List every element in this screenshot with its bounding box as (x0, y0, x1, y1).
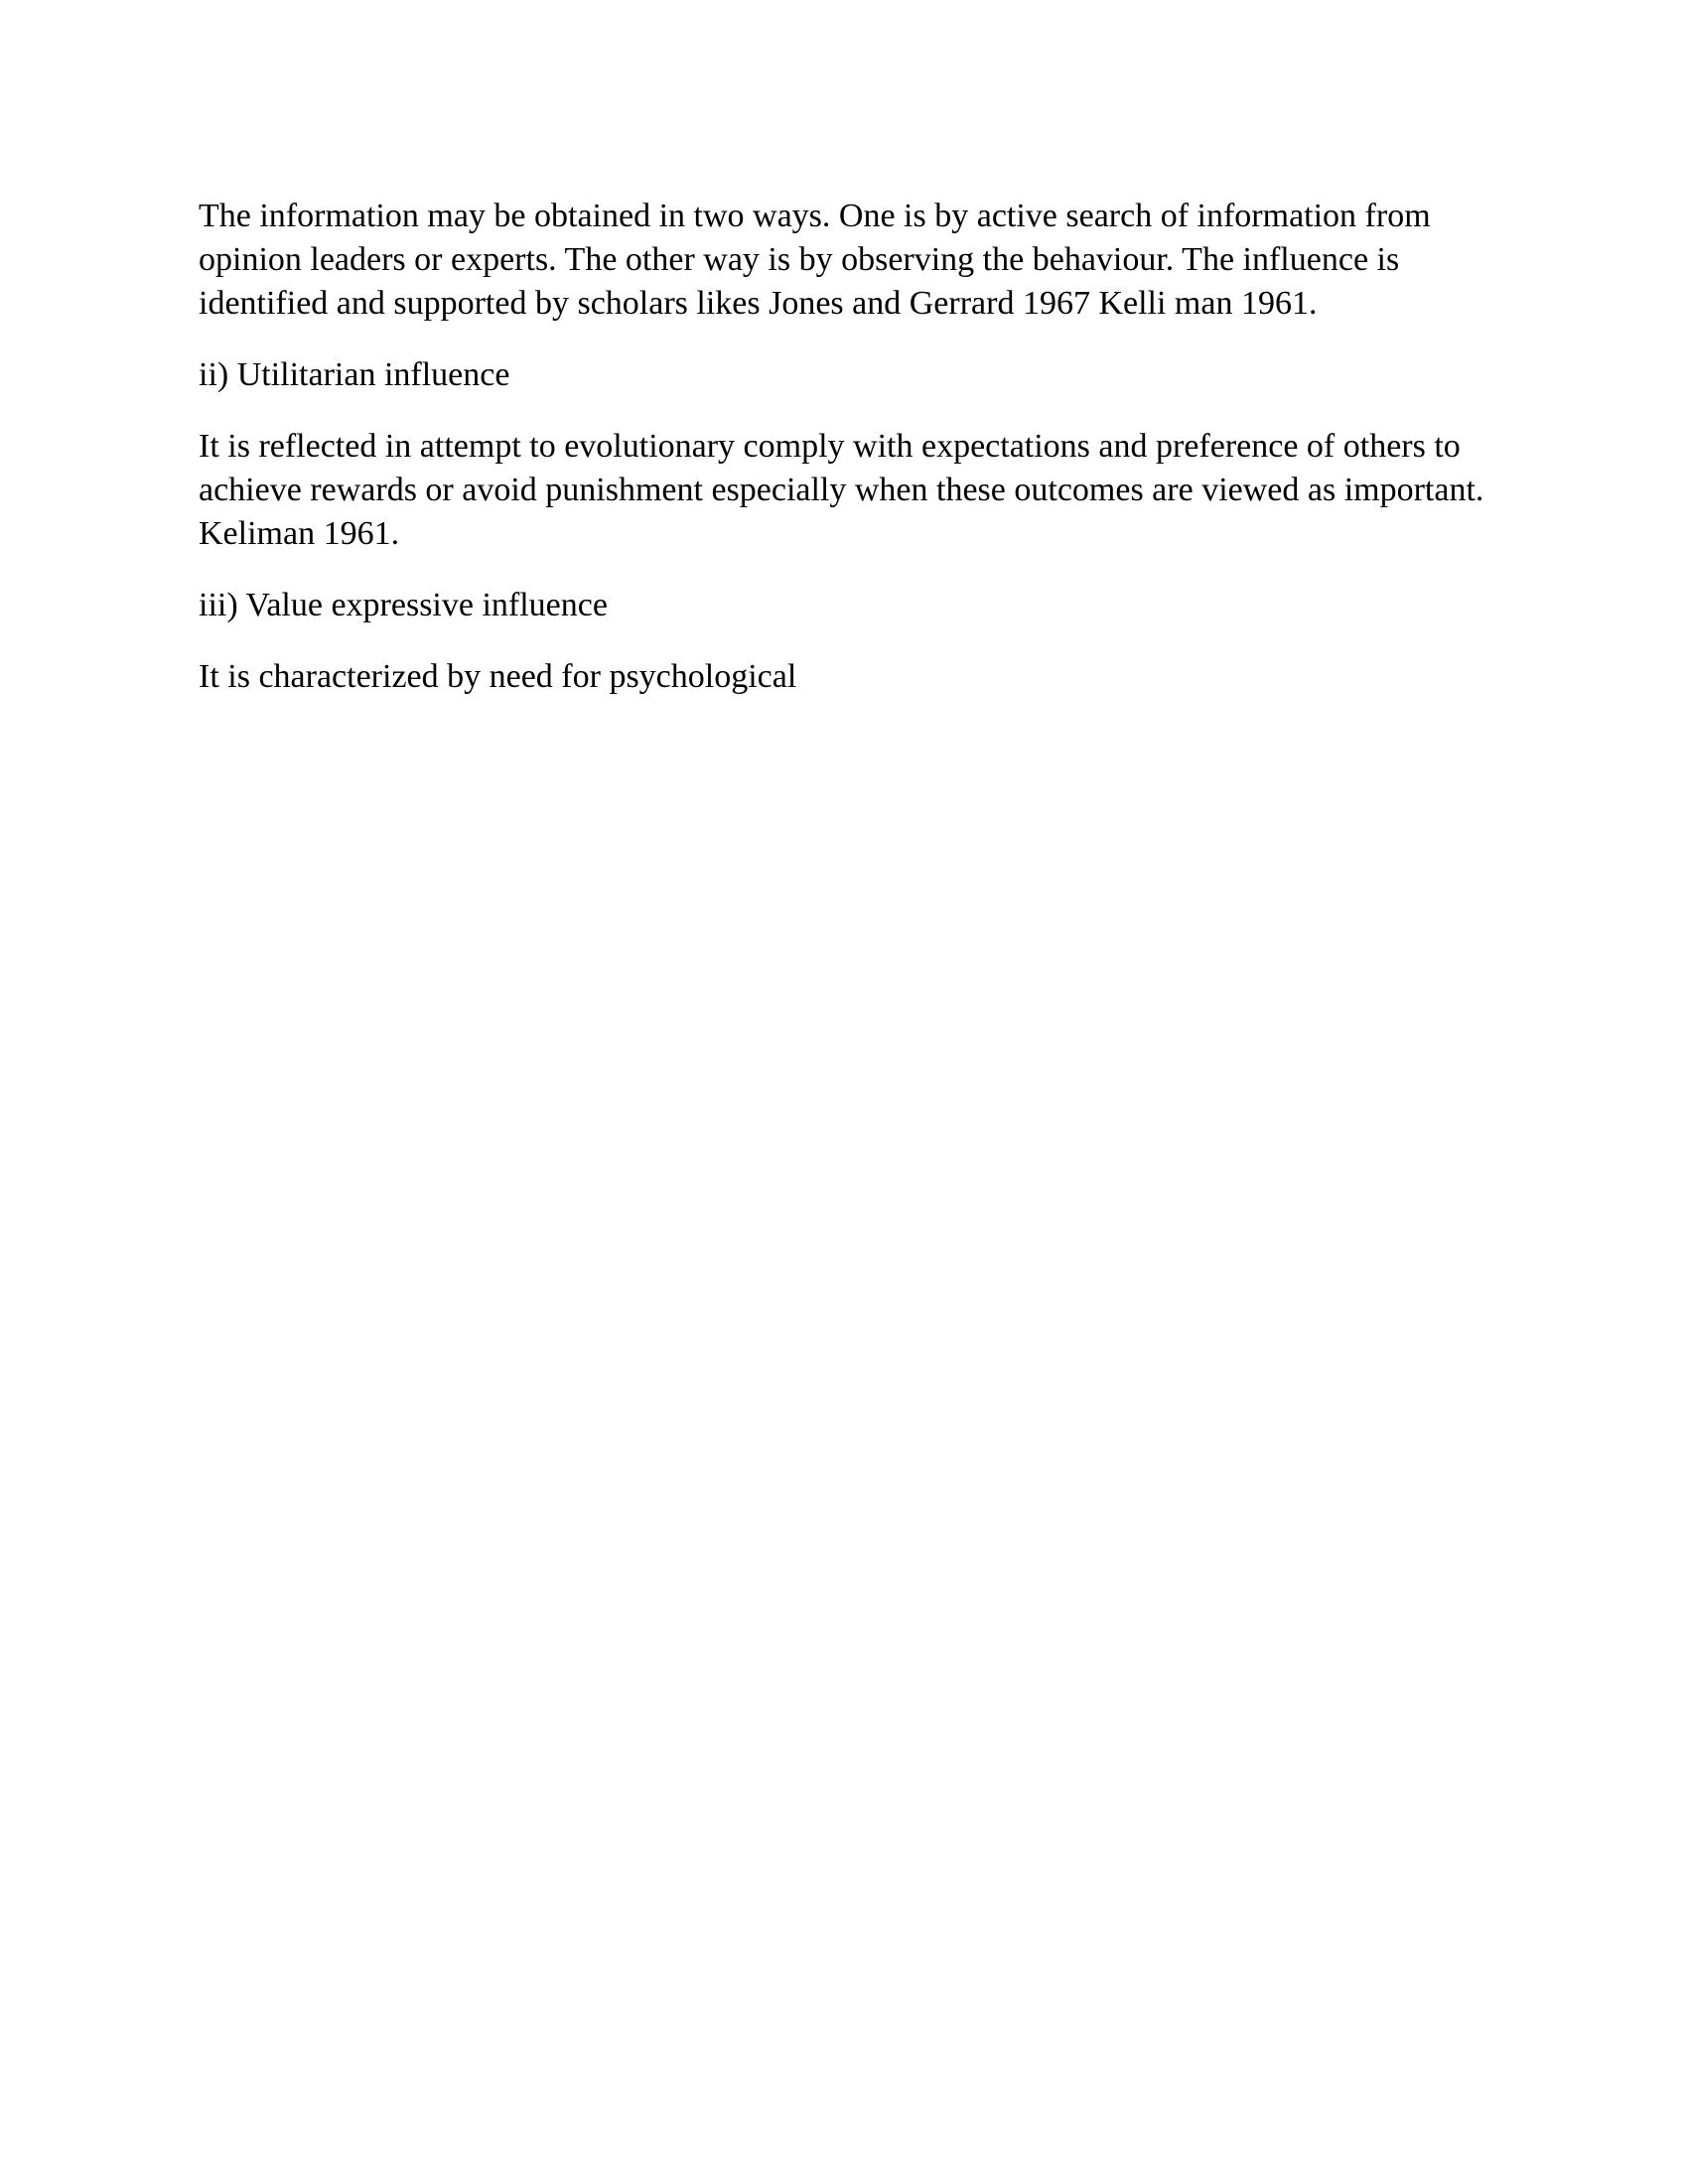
paragraph-value-expressive-description (199, 655, 1489, 699)
text-line: It is characterized by need for psychological (199, 658, 797, 695)
text-line: ii) Utilitarian influence (199, 356, 510, 393)
heading-utilitarian-influence (199, 353, 1489, 397)
paragraph-utilitarian-description (199, 425, 1489, 556)
text-line: identified and supported by scholars likes Jones and Gerrard 1967 Kelli man 1961. (199, 285, 1318, 322)
text-line: It is reflected in attempt to evolutionary comply with expectations and preference of others to (199, 428, 1461, 465)
paragraph-information-ways (199, 195, 1489, 326)
heading-value-expressive-influence (199, 584, 1489, 627)
text-line: The information may be obtained in two ways. One is by active search of information from (199, 198, 1431, 234)
text-line: iii) Value expressive influence (199, 587, 608, 623)
text-line: Keliman 1961. (199, 515, 400, 552)
text-line: achieve rewards or avoid punishment especially when these outcomes are viewed as important. (199, 472, 1484, 508)
document-body (199, 195, 1489, 727)
text-line: opinion leaders or experts. The other way is by observing the behaviour. The influence is (199, 241, 1400, 278)
